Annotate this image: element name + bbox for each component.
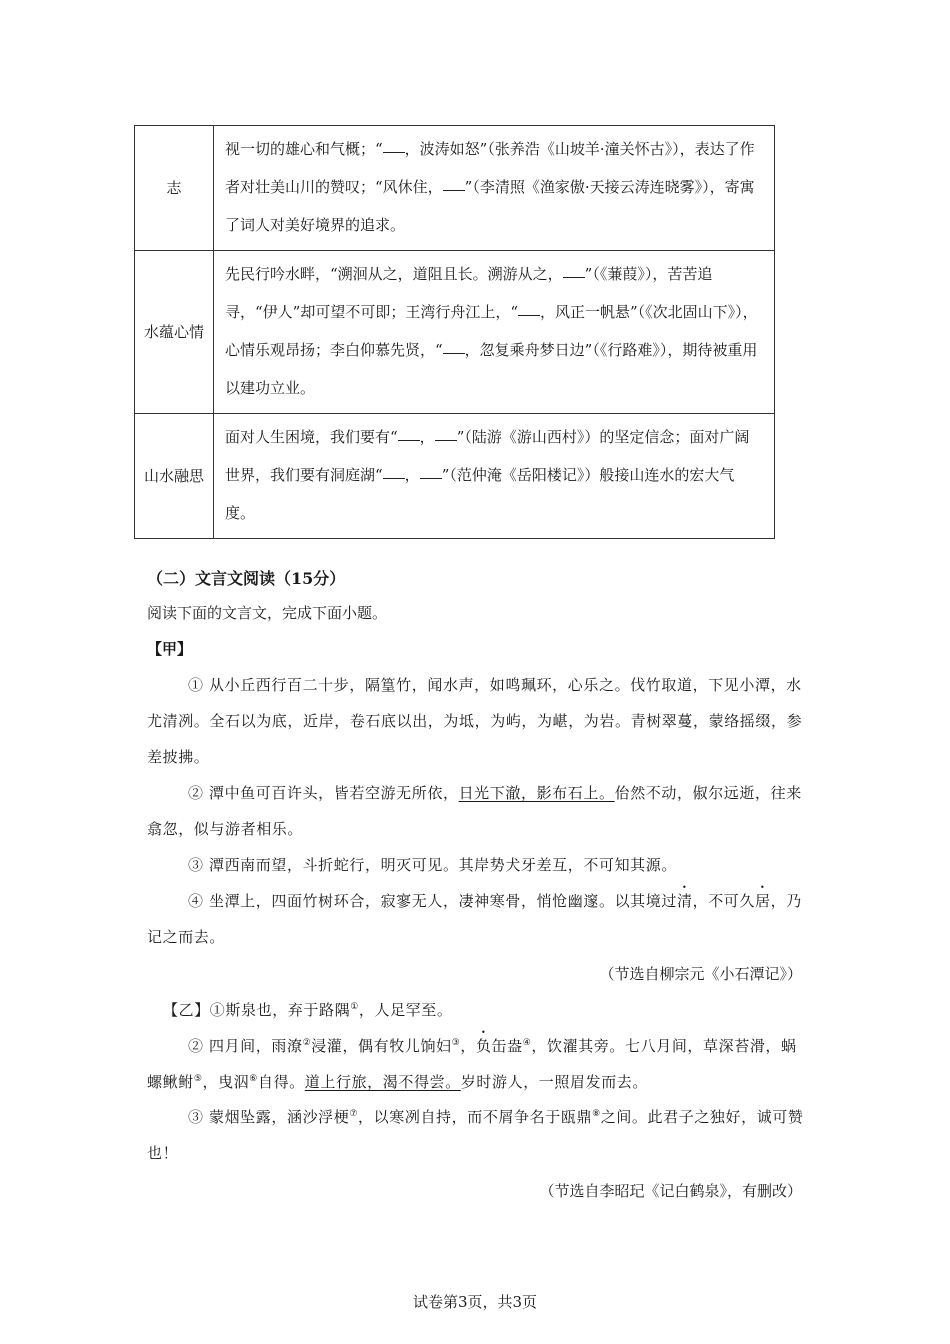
passage-a-source: （节选自柳宗元《小石潭记》） [599, 965, 802, 983]
text-segment: ② 潭中鱼可百许头，皆若空游无所依， [188, 784, 459, 802]
answer-blank[interactable] [443, 176, 465, 191]
text-segment: 岁时游人，一照眉发而去。 [460, 1073, 648, 1091]
text-segment: ，风正一帆悬”（《次北固山下》），心情乐观昂扬；李白仰慕先贤，“ [225, 303, 758, 359]
passage-a-paragraph-2 [147, 775, 807, 847]
page-footer: 试卷第3页，共3页 [412, 1293, 538, 1311]
text-segment: ，波涛如怒”（张养浩《山坡羊·潼关怀古》），表达了作者对壮美山川的赞叹；“风休住， [225, 140, 755, 196]
footnote-mark: ① [350, 1002, 359, 1012]
text-segment: 【乙】①斯泉也，弃于路隅 [163, 1001, 351, 1019]
answer-blank[interactable] [563, 263, 585, 278]
dotted-char: 负 [475, 1037, 492, 1055]
table-row [135, 251, 775, 414]
text-segment: ， [404, 466, 420, 484]
text-segment: ，不可久 [692, 892, 755, 910]
text-segment: 视一切的雄心和气概；“ [225, 140, 383, 158]
text-segment: 面对人生困境，我们要有“ [225, 428, 398, 446]
text-segment: ”（范仲淹《岳阳楼记》）般接山连水的宏大气度。 [225, 466, 735, 522]
footnote-mark: ⑤ [193, 1074, 203, 1084]
row-content [214, 251, 775, 414]
dotted-char: 居 [755, 892, 771, 910]
text-segment: ，人足罕至。 [358, 1001, 453, 1019]
section-intro: 阅读下面的文言文，完成下面小题。 [147, 604, 388, 622]
footnote-mark: ⑥ [249, 1074, 258, 1084]
passage-b-paragraph-2 [147, 1028, 807, 1100]
text-segment: 浸灌，偶有牧儿饷妇 [311, 1037, 452, 1055]
passage-b-source: （节选自李昭玘《记白鹤泉》，有删改） [539, 1182, 802, 1200]
text-segment: ”（陆游《游山西村》）的坚定信念；面对广阔世界，我们要有洞庭湖“ [225, 428, 750, 484]
row-label: 志 [135, 126, 214, 251]
footnote-mark: ⑧ [592, 1109, 601, 1119]
answer-blank[interactable] [383, 464, 405, 479]
text-segment: ， [460, 1037, 476, 1055]
text-segment: 缶盎 [491, 1037, 523, 1055]
underlined-sentence: 日光下澈，影布石上。 [458, 784, 615, 802]
row-content [214, 414, 775, 539]
row-label: 山水融思 [135, 414, 214, 539]
table-row [135, 126, 775, 251]
passage-b-paragraph-1 [147, 992, 807, 1028]
text-segment: 自得。 [257, 1073, 305, 1091]
answer-blank[interactable] [383, 138, 405, 153]
text-segment: ② 四月间，雨潦 [188, 1037, 303, 1055]
passage-a-paragraph-3: ③ 潭西南而望，斗折蛇行，明灭可见。其岸势犬牙差互，不可知其源。 [188, 856, 677, 874]
passage-b-paragraph-3 [147, 1099, 807, 1171]
text-segment: ， [419, 428, 435, 446]
footnote-mark: ⑦ [349, 1109, 359, 1119]
footnote-mark: ④ [522, 1038, 532, 1048]
passage-a-paragraph-4 [147, 883, 807, 955]
text-segment: 之间。此君子之独好，诚可赞也！ [147, 1108, 804, 1162]
row-content [214, 126, 775, 251]
text-segment: 佁然不动，俶尔远逝，往来翕忽，似与游者相乐。 [147, 784, 802, 838]
text-segment: ，以寒冽自持，而不屑争名于瓯鼎 [358, 1108, 593, 1126]
text-segment: ③ 蒙烟坠露，涵沙浮梗 [188, 1108, 350, 1126]
text-segment: ，乃记之而去。 [147, 892, 802, 946]
answer-blank[interactable] [420, 464, 442, 479]
underlined-sentence: 道上行旅，渴不得尝。 [304, 1073, 461, 1091]
dotted-char: 清 [676, 892, 693, 910]
passage-a-paragraph-1: ① 从小丘西行百二十步，隔篁竹，闻水声，如鸣珮环，心乐之。伐竹取道，下见小潭，水尤清冽。全石以为底，近岸，卷石底以出，为坻，为屿，为嵁，为岩。青树翠蔓，蒙络摇缀，参差披拂。 [147, 676, 803, 766]
text-segment: ④ 坐潭上，四面竹树环合，寂寥无人，凄神寒骨，悄怆幽邃。以其境过 [188, 892, 677, 910]
text-segment: ”（《蒹葭》），苦苦追寻，“伊人”却可望不可即；王湾行舟江上，“ [225, 265, 713, 321]
answer-blank[interactable] [398, 426, 420, 441]
text-segment: ”（李清照《渔家傲·天接云涛连晓雾》），寄寓了词人对美好境界的追求。 [225, 178, 755, 234]
row-label: 水蕴心情 [135, 251, 214, 414]
footnote-mark: ② [302, 1038, 312, 1048]
passage-a-label: 【甲】 [147, 640, 193, 658]
text-segment: ，曳泅 [202, 1073, 250, 1091]
footnote-mark: ③ [451, 1038, 461, 1048]
section-heading: （二）文言文阅读（15分） [147, 569, 346, 588]
table-row [135, 414, 775, 539]
text-segment: ，饮濯其旁。七八月间，草深苔滑，蜗螺鳅鲋 [147, 1037, 797, 1091]
answer-blank[interactable] [435, 426, 457, 441]
poetry-fill-table [134, 125, 775, 539]
answer-blank[interactable] [443, 339, 465, 354]
text-segment: ，忽复乘舟梦日边”（《行路难》），期待被重用以建功立业。 [225, 341, 758, 397]
text-segment: 先民行吟水畔，“溯洄从之，道阻且长。溯游从之， [225, 265, 563, 283]
answer-blank[interactable] [518, 301, 540, 316]
